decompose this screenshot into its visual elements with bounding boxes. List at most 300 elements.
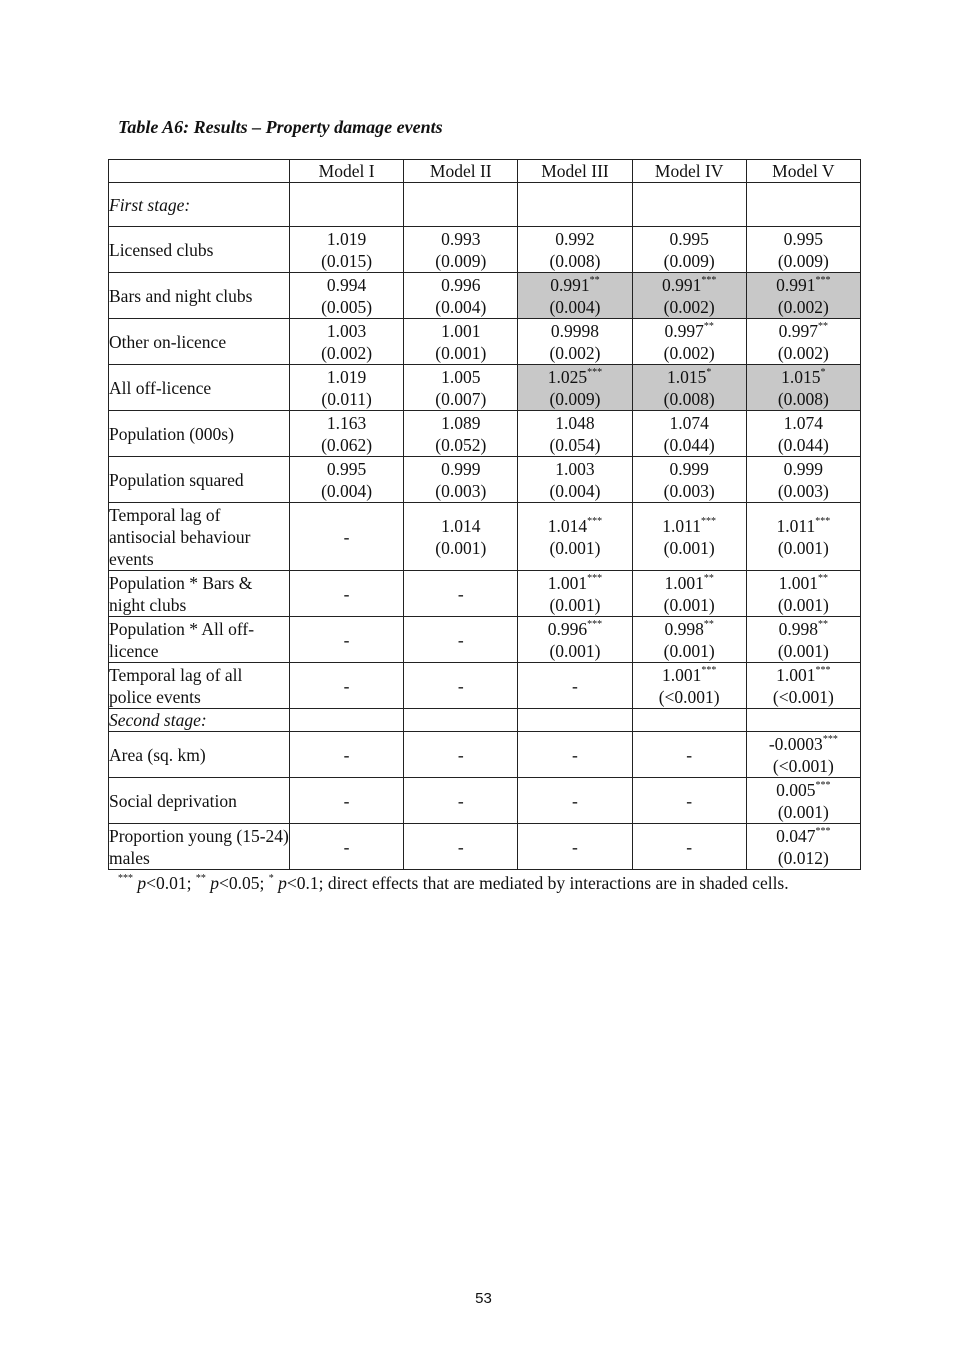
standard-error: (0.009) (777, 250, 829, 271)
empty-cell (404, 709, 518, 732)
significance-mark: ** (818, 572, 829, 584)
coefficient-value: - (457, 675, 464, 696)
empty-cell (404, 183, 518, 227)
coefficient-value: 1.048 (555, 412, 595, 433)
table-footnote (118, 866, 850, 900)
coefficient-value: - (457, 836, 464, 857)
coefficient (404, 320, 517, 342)
coefficient-value: 0.996 (547, 618, 588, 639)
coefficient (747, 228, 860, 250)
coefficient (633, 664, 746, 686)
estimate-cell (290, 778, 404, 824)
standard-error: (0.002) (777, 342, 829, 363)
significance-mark: *** (815, 825, 831, 837)
estimate-cell (518, 411, 632, 457)
coefficient (518, 228, 631, 250)
coefficient-value: - (686, 790, 693, 811)
coefficient-value: - (457, 790, 464, 811)
coefficient (633, 274, 746, 296)
standard-error: (<0.001) (772, 755, 834, 776)
table-row (109, 503, 861, 571)
footnote-p: p (210, 873, 219, 893)
coefficient (290, 629, 403, 651)
coefficient-value: - (572, 836, 578, 857)
coefficient (633, 744, 746, 766)
empty-cell (632, 183, 746, 227)
estimate-cell (404, 273, 518, 319)
estimate-cell (632, 617, 746, 663)
coefficient (518, 366, 631, 388)
row-label: Other on-licence (109, 319, 290, 365)
coefficient-value: 0.996 (441, 274, 481, 295)
footnote-p: p (278, 873, 287, 893)
coefficient-value: - (457, 744, 464, 765)
footnote-text: <0.05; (218, 873, 269, 893)
standard-error: (0.001) (777, 594, 829, 615)
estimate-cell (632, 663, 746, 709)
table-row (109, 824, 861, 870)
table-row (109, 457, 861, 503)
estimate-cell (404, 503, 518, 571)
footnote-text: <0.1; direct effects that are mediated by interactions are in shaded cells. (286, 873, 789, 893)
estimate-cell (746, 319, 860, 365)
significance-mark: *** (701, 515, 717, 527)
standard-error: (0.001) (663, 594, 715, 615)
estimate-cell (746, 273, 860, 319)
coefficient-value: 0.998 (778, 618, 819, 639)
coefficient-value: 0.995 (326, 458, 367, 479)
estimate-cell (746, 411, 860, 457)
coefficient (633, 366, 746, 388)
standard-error: (0.004) (549, 480, 601, 501)
estimate-cell (518, 732, 632, 778)
estimate-cell (518, 457, 632, 503)
coefficient (633, 836, 746, 858)
empty-cell (746, 183, 860, 227)
significance-mark: *** (587, 515, 603, 527)
significance-mark: *** (701, 664, 717, 676)
coefficient (404, 274, 517, 296)
estimate-cell (518, 617, 632, 663)
standard-error: (<0.001) (658, 686, 720, 707)
significance-mark: * (820, 366, 826, 378)
row-label: Population squared (109, 457, 290, 503)
table-caption: Table A6: Results – Property damage events (118, 117, 443, 137)
coefficient (404, 675, 517, 697)
standard-error: (0.001) (777, 640, 829, 661)
footnote-mark: *** (118, 873, 133, 884)
estimate-cell (404, 457, 518, 503)
significance-mark: ** (818, 320, 829, 332)
coefficient (518, 274, 631, 296)
coefficient-value: 1.015 (781, 366, 821, 387)
coefficient-value: 1.011 (662, 515, 702, 536)
estimate-cell (632, 571, 746, 617)
estimate-cell (746, 571, 860, 617)
empty-cell (746, 709, 860, 732)
coefficient (633, 412, 746, 434)
estimate-cell (404, 663, 518, 709)
standard-error: (0.002) (663, 342, 715, 363)
coefficient (404, 412, 517, 434)
coefficient-value: - (686, 744, 693, 765)
coefficient-value: 0.991 (661, 274, 702, 295)
estimate-cell (518, 365, 632, 411)
coefficient (747, 320, 860, 342)
significance-mark: * (706, 366, 712, 378)
standard-error: (0.001) (549, 537, 601, 558)
coefficient-value: 0.991 (550, 274, 590, 295)
standard-error: (0.001) (777, 801, 829, 822)
estimate-cell (290, 663, 404, 709)
standard-error: (0.015) (321, 250, 373, 271)
estimate-cell (518, 571, 632, 617)
coefficient-value: 1.003 (326, 320, 367, 341)
estimate-cell (518, 663, 632, 709)
footnote-mark: * (268, 873, 274, 884)
coefficient (633, 458, 746, 480)
estimate-cell (746, 365, 860, 411)
standard-error: (0.001) (435, 537, 487, 558)
row-label: Social deprivation (109, 778, 290, 824)
estimate-cell (746, 778, 860, 824)
coefficient (290, 274, 403, 296)
coefficient-value: 1.074 (669, 412, 709, 433)
coefficient-value: 1.019 (326, 366, 367, 387)
standard-error: (0.004) (321, 480, 373, 501)
coefficient (633, 572, 746, 594)
estimate-cell (746, 663, 860, 709)
standard-error: (0.062) (321, 434, 373, 455)
estimate-cell (746, 617, 860, 663)
estimate-cell (632, 365, 746, 411)
standard-error: (0.044) (777, 434, 829, 455)
estimate-cell (290, 227, 404, 273)
coefficient (290, 836, 403, 858)
coefficient-value: 0.997 (664, 320, 704, 341)
table-row (109, 732, 861, 778)
coefficient (290, 790, 403, 812)
coefficient (404, 836, 517, 858)
standard-error: (0.008) (549, 250, 601, 271)
significance-mark: ** (589, 274, 600, 286)
header-row (109, 160, 861, 183)
table-row (109, 319, 861, 365)
standard-error: (0.012) (777, 847, 829, 868)
significance-mark: *** (587, 572, 603, 584)
estimate-cell (404, 778, 518, 824)
coefficient (747, 733, 860, 755)
estimate-cell (518, 227, 632, 273)
estimate-cell (746, 824, 860, 870)
row-label: Population * All off-licence (109, 617, 290, 663)
coefficient-value: - (457, 583, 464, 604)
coefficient (747, 618, 860, 640)
estimate-cell (290, 273, 404, 319)
coefficient (518, 320, 631, 342)
coefficient-value: - (572, 675, 578, 696)
row-label: Population (000s) (109, 411, 290, 457)
estimate-cell (290, 571, 404, 617)
estimate-cell (632, 778, 746, 824)
table-row (109, 227, 861, 273)
coefficient (747, 458, 860, 480)
estimate-cell (404, 319, 518, 365)
coefficient-value: 0.997 (778, 320, 819, 341)
coefficient-value: 1.001 (441, 320, 481, 341)
coefficient (290, 320, 403, 342)
coefficient (518, 744, 631, 766)
coefficient-value: 0.047 (776, 825, 816, 846)
significance-mark: *** (815, 515, 831, 527)
coefficient-value: 1.001 (547, 572, 588, 593)
estimate-cell (746, 227, 860, 273)
estimate-cell (518, 824, 632, 870)
coefficient-value: 1.011 (776, 515, 816, 536)
estimate-cell (632, 273, 746, 319)
coefficient-value: 1.089 (441, 412, 481, 433)
coefficient (290, 526, 403, 548)
estimate-cell (404, 732, 518, 778)
section-label: Second stage: (109, 709, 290, 732)
estimate-cell (404, 365, 518, 411)
coefficient (404, 744, 517, 766)
significance-mark: *** (822, 733, 838, 745)
significance-mark: ** (703, 320, 714, 332)
standard-error: (0.001) (549, 640, 601, 661)
coefficient (747, 412, 860, 434)
coefficient-value: 1.003 (555, 458, 595, 479)
standard-error: (0.009) (435, 250, 487, 271)
coefficient-value: 1.005 (441, 366, 481, 387)
coefficient (747, 515, 860, 537)
header-cell (109, 160, 290, 183)
empty-cell (518, 709, 632, 732)
coefficient-value: 1.015 (666, 366, 707, 387)
coefficient (404, 790, 517, 812)
estimate-cell (746, 457, 860, 503)
header-cell: Model V (746, 160, 860, 183)
standard-error: (0.005) (321, 296, 373, 317)
estimate-cell (290, 365, 404, 411)
standard-error: (0.001) (663, 537, 715, 558)
coefficient-value: 1.019 (326, 228, 367, 249)
coefficient (747, 366, 860, 388)
coefficient-value: 1.014 (441, 515, 481, 536)
estimate-cell (290, 824, 404, 870)
coefficient-value: 1.074 (783, 412, 824, 433)
standard-error: (0.002) (663, 296, 715, 317)
coefficient (290, 675, 403, 697)
coefficient-value: 1.014 (547, 515, 588, 536)
coefficient-value: - (572, 790, 578, 811)
standard-error: (0.044) (663, 434, 715, 455)
significance-mark: *** (815, 779, 831, 791)
coefficient (747, 274, 860, 296)
header-cell: Model II (404, 160, 518, 183)
standard-error: (0.052) (435, 434, 487, 455)
coefficient (747, 825, 860, 847)
coefficient-value: 0.999 (441, 458, 481, 479)
significance-mark: ** (703, 618, 714, 630)
estimate-cell (518, 319, 632, 365)
table-row (109, 663, 861, 709)
table-row (109, 365, 861, 411)
standard-error: (0.003) (435, 480, 487, 501)
coefficient-value: 0.999 (783, 458, 824, 479)
significance-mark: *** (587, 618, 603, 630)
coefficient (633, 618, 746, 640)
estimate-cell (290, 503, 404, 571)
coefficient (404, 515, 517, 537)
standard-error: (0.002) (777, 296, 829, 317)
coefficient (404, 228, 517, 250)
coefficient-value: 1.001 (661, 664, 702, 685)
coefficient-value: - (686, 836, 693, 857)
standard-error: (0.003) (663, 480, 715, 501)
estimate-cell (404, 824, 518, 870)
row-label: All off-licence (109, 365, 290, 411)
estimate-cell (404, 617, 518, 663)
section-label: First stage: (109, 183, 290, 227)
coefficient-value: 1.163 (326, 412, 367, 433)
coefficient-value: 0.995 (669, 228, 709, 249)
significance-mark: *** (701, 274, 717, 286)
estimate-cell (404, 411, 518, 457)
estimate-cell (632, 732, 746, 778)
standard-error: (0.004) (435, 296, 487, 317)
coefficient (290, 412, 403, 434)
coefficient-value: 0.992 (555, 228, 595, 249)
significance-mark: ** (703, 572, 714, 584)
row-label: Bars and night clubs (109, 273, 290, 319)
empty-cell (632, 709, 746, 732)
estimate-cell (290, 617, 404, 663)
coefficient (633, 515, 746, 537)
standard-error: (0.007) (435, 388, 487, 409)
empty-cell (290, 183, 404, 227)
header-cell: Model I (290, 160, 404, 183)
estimate-cell (290, 732, 404, 778)
row-label: Licensed clubs (109, 227, 290, 273)
coefficient (747, 779, 860, 801)
standard-error: (0.009) (663, 250, 715, 271)
coefficient (290, 366, 403, 388)
estimate-cell (290, 319, 404, 365)
significance-mark: *** (815, 664, 831, 676)
coefficient (747, 664, 860, 686)
estimate-cell (404, 227, 518, 273)
empty-cell (518, 183, 632, 227)
standard-error: (0.008) (777, 388, 829, 409)
standard-error: (0.004) (549, 296, 601, 317)
estimate-cell (632, 824, 746, 870)
header-cell: Model III (518, 160, 632, 183)
coefficient-value: 1.025 (547, 366, 588, 387)
standard-error: (0.009) (549, 388, 601, 409)
estimate-cell (518, 778, 632, 824)
coefficient (633, 228, 746, 250)
significance-mark: ** (818, 618, 829, 630)
coefficient (404, 458, 517, 480)
coefficient-value: - (343, 583, 350, 604)
coefficient (633, 790, 746, 812)
standard-error: (0.002) (321, 342, 373, 363)
estimate-cell (632, 503, 746, 571)
coefficient-value: - (572, 744, 578, 765)
coefficient-value: 1.001 (664, 572, 704, 593)
coefficient (404, 629, 517, 651)
coefficient-value: 0.999 (669, 458, 709, 479)
table-row (109, 571, 861, 617)
estimate-cell (404, 571, 518, 617)
row-label: Temporal lag of antisocial behaviour events (109, 503, 290, 571)
table-row (109, 617, 861, 663)
standard-error: (0.001) (435, 342, 487, 363)
estimate-cell (290, 411, 404, 457)
coefficient (290, 583, 403, 605)
page-number: 53 (475, 1290, 492, 1307)
coefficient-value: -0.0003 (768, 733, 823, 754)
standard-error: (0.054) (549, 434, 601, 455)
coefficient-value: 0.998 (664, 618, 704, 639)
estimate-cell (518, 273, 632, 319)
estimate-cell (746, 732, 860, 778)
standard-error: (0.008) (663, 388, 715, 409)
significance-mark: *** (815, 274, 831, 286)
coefficient-value: 1.001 (776, 664, 816, 685)
coefficient (518, 458, 631, 480)
coefficient (518, 515, 631, 537)
estimate-cell (290, 457, 404, 503)
estimate-cell (746, 503, 860, 571)
coefficient (747, 572, 860, 594)
coefficient (290, 228, 403, 250)
section-row-first-stage (109, 183, 861, 227)
coefficient-value: - (343, 836, 350, 857)
coefficient (518, 618, 631, 640)
coefficient (290, 458, 403, 480)
empty-cell (290, 709, 404, 732)
coefficient-value: 1.001 (778, 572, 819, 593)
table-row (109, 778, 861, 824)
coefficient (518, 836, 631, 858)
coefficient-value: - (343, 629, 350, 650)
row-label: Proportion young (15-24) males (109, 825, 289, 868)
coefficient-value: - (343, 675, 350, 696)
standard-error: (0.001) (777, 537, 829, 558)
estimate-cell (632, 457, 746, 503)
significance-mark: *** (587, 366, 603, 378)
coefficient (518, 572, 631, 594)
coefficient-value: 0.995 (783, 228, 824, 249)
coefficient-value: - (457, 629, 464, 650)
estimate-cell (518, 503, 632, 571)
row-label: Area (sq. km) (109, 732, 290, 778)
section-row-second-stage (109, 709, 861, 732)
results-table (108, 159, 861, 870)
row-label: Population * Bars & night clubs (109, 571, 290, 617)
coefficient-value: - (343, 790, 350, 811)
coefficient-value: - (343, 526, 350, 547)
coefficient (404, 583, 517, 605)
table-row (109, 273, 861, 319)
coefficient-value: 0.991 (776, 274, 816, 295)
standard-error: (0.001) (663, 640, 715, 661)
coefficient (518, 412, 631, 434)
standard-error: (0.011) (321, 388, 372, 409)
coefficient-value: 0.9998 (550, 320, 600, 341)
